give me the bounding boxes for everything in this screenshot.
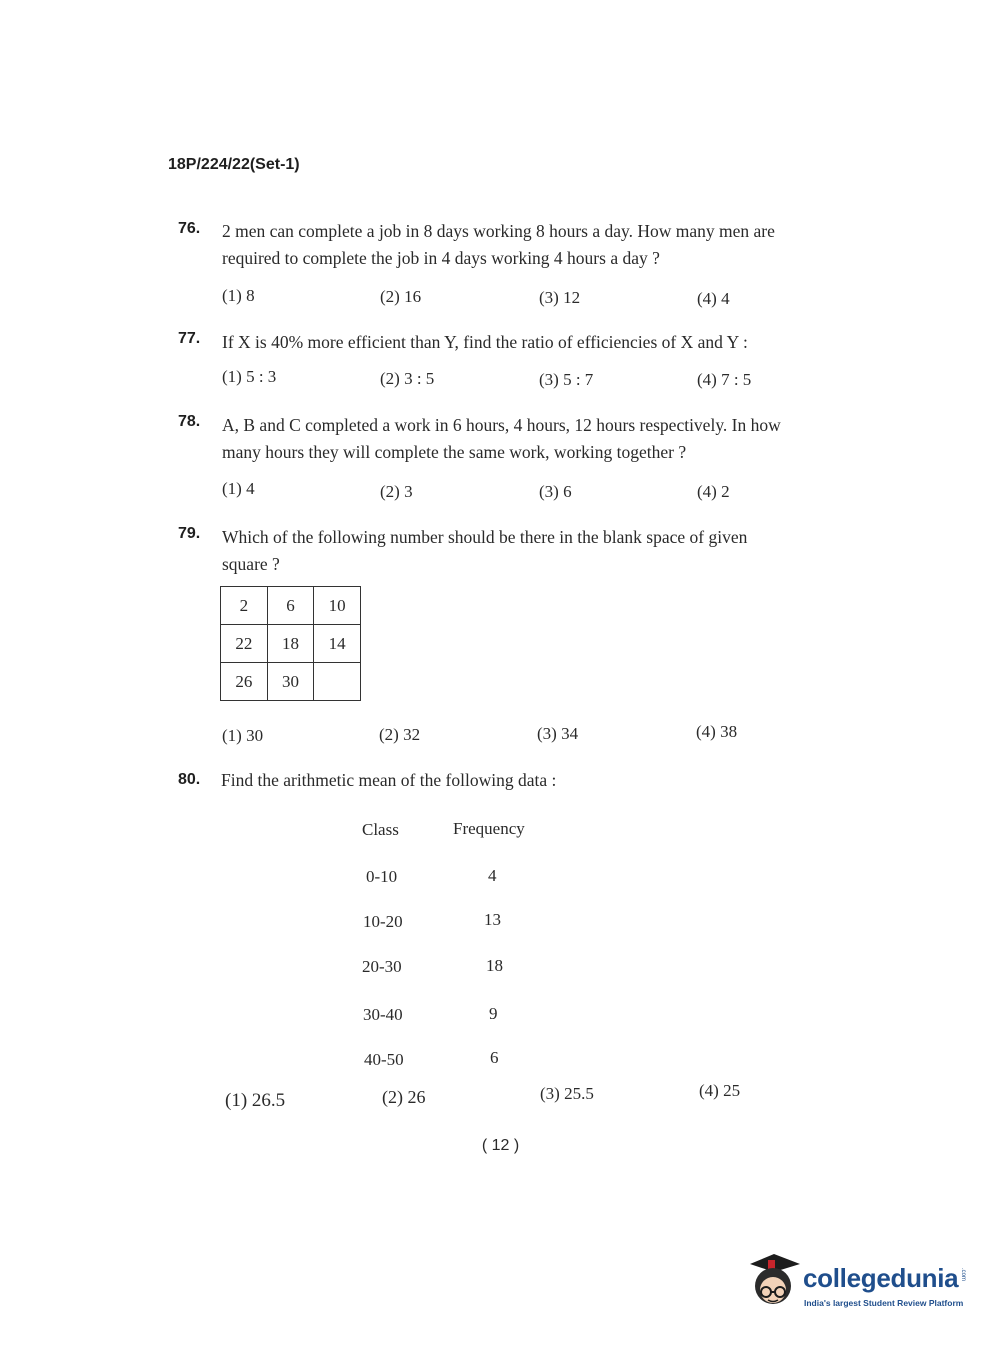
class-cell: 20-30: [362, 957, 402, 976]
option: (4) 2: [697, 482, 730, 501]
square-cell: 14: [314, 625, 361, 663]
option: (3) 25.5: [540, 1084, 594, 1103]
square-row: [221, 663, 361, 701]
square-cell: 10: [314, 587, 361, 625]
frequency-cell: 18: [486, 956, 503, 975]
square-cell: 26: [221, 663, 268, 701]
class-cell: 10-20: [363, 912, 403, 931]
brand-suffix: .com: [960, 1268, 966, 1282]
option: (4) 7 : 5: [697, 370, 752, 389]
frequency-cell: 13: [484, 910, 501, 929]
question-line: required to complete the job in 4 days working 4 hours a day ?: [222, 248, 660, 268]
table-header-class: Class: [362, 820, 399, 839]
question-number: 76.: [178, 220, 201, 237]
option: (3) 6: [539, 482, 572, 501]
frequency-cell: 4: [488, 866, 497, 885]
question-line: 2 men can complete a job in 8 days working 8 hours a day. How many men are: [222, 221, 775, 241]
question-number: 80.: [178, 771, 201, 788]
square-cell: 18: [267, 625, 314, 663]
square-cell: 22: [221, 625, 268, 663]
brand-tagline: India's largest Student Review Platform: [804, 1298, 964, 1308]
option: (2) 16: [380, 287, 422, 306]
option: (4) 4: [697, 289, 730, 308]
option: (2) 32: [379, 725, 421, 744]
option: (2) 26: [382, 1087, 426, 1107]
brand-name: collegedunia: [803, 1263, 959, 1293]
question-text: [221, 767, 556, 794]
question-text: [222, 524, 747, 578]
question-number: 78.: [178, 413, 201, 430]
table-header-frequency: Frequency: [453, 819, 525, 838]
frequency-cell: 9: [489, 1004, 498, 1023]
square-row: [221, 625, 361, 663]
option: (1) 8: [222, 286, 255, 305]
option: (2) 3 : 5: [380, 369, 435, 388]
square-cell: 2: [221, 587, 268, 625]
option: (1) 4: [222, 479, 255, 498]
option: (3) 34: [537, 724, 579, 743]
option: (1) 30: [222, 726, 264, 745]
question-line: If X is 40% more efficient than Y, find the ratio of efficiencies of X and Y :: [222, 332, 748, 352]
class-cell: 30-40: [363, 1005, 403, 1024]
question-line: Find the arithmetic mean of the following data :: [221, 770, 557, 790]
page-number: ( 12 ): [481, 1137, 520, 1154]
option: (4) 25: [699, 1081, 741, 1100]
square-cell: 30: [267, 663, 314, 701]
option: (1) 26.5: [225, 1090, 286, 1111]
option: (2) 3: [380, 482, 413, 501]
square-cell: 6: [267, 587, 314, 625]
class-cell: 40-50: [364, 1050, 404, 1069]
question-text: [222, 412, 781, 466]
option: (3) 5 : 7: [539, 370, 594, 389]
blank-square-cell: [314, 663, 361, 701]
option: (4) 38: [696, 722, 738, 741]
class-cell: 0-10: [366, 867, 398, 886]
square-row: [221, 587, 361, 625]
question-text: [222, 329, 748, 356]
question-line: many hours they will complete the same work, working together ?: [222, 442, 687, 462]
question-line: square ?: [222, 554, 280, 574]
question-line: Which of the following number should be there in the blank space of given: [222, 527, 748, 547]
question-line: A, B and C completed a work in 6 hours, 4 hours, 12 hours respectively. In how: [222, 415, 781, 435]
question-number: 77.: [178, 330, 201, 347]
question-number: 79.: [178, 525, 201, 542]
number-square: [220, 586, 361, 701]
paper-code: 18P/224/22(Set-1): [168, 156, 300, 173]
frequency-cell: 6: [490, 1048, 499, 1067]
mascot-logo-icon: [742, 1250, 804, 1312]
option: (1) 5 : 3: [222, 367, 277, 386]
question-text: [222, 218, 775, 272]
option: (3) 12: [539, 288, 581, 307]
